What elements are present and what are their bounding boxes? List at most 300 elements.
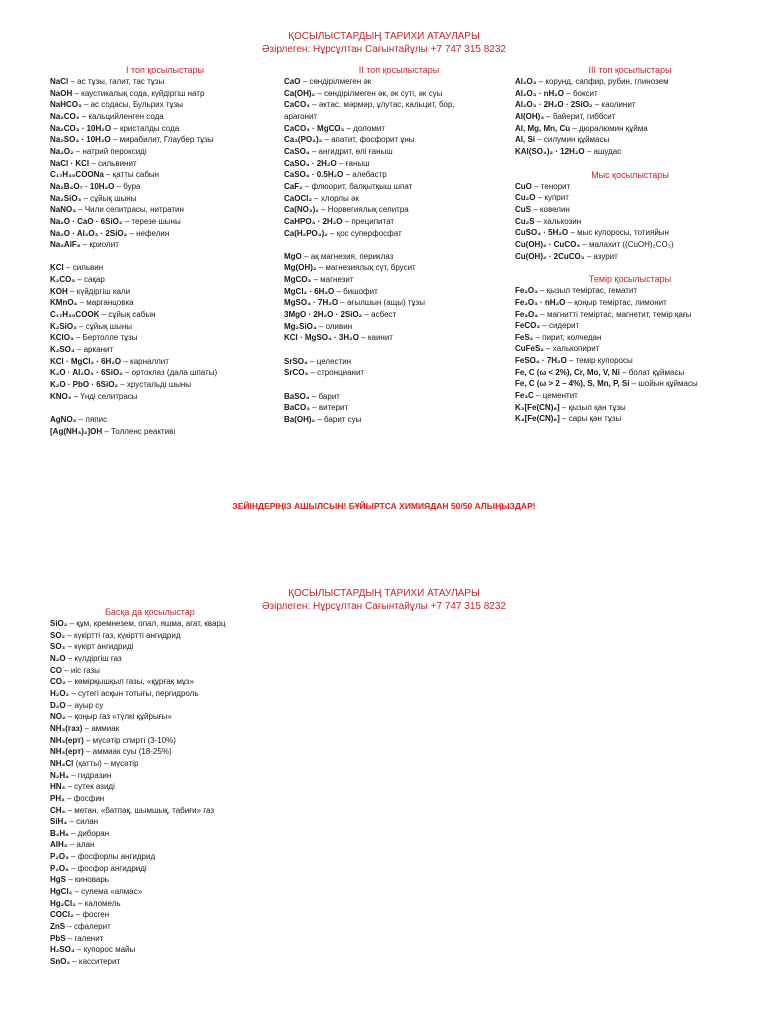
list-item [284, 262, 514, 274]
list-item [515, 343, 745, 355]
item-name: гидразин [77, 770, 112, 780]
formula: MgCO₃ [284, 275, 312, 285]
formula: SrSO₄ [284, 356, 308, 366]
item-name: бишофит [343, 286, 378, 296]
formula: NaNO₃ [50, 205, 76, 215]
separator: – [334, 286, 344, 296]
formula: NH₃(ерт) [50, 747, 84, 757]
list-item [515, 251, 745, 263]
list-item [515, 111, 745, 123]
formula: D₂O [50, 700, 66, 710]
formula: SO₃ [50, 642, 66, 652]
formula: BaSO₄ [284, 391, 310, 401]
item-name: қоңыр газ «түлкі құйрығы» [74, 712, 172, 722]
list-item [50, 874, 350, 886]
item-name: марганцовка [86, 298, 134, 308]
formula: Cu(OH)₂ · CuCO₃ [515, 239, 581, 249]
separator: – [65, 642, 75, 652]
formula: N₂H₄ [50, 770, 69, 780]
list-item [284, 414, 514, 426]
separator: – [75, 898, 85, 908]
separator: – [619, 367, 629, 377]
separator: – [570, 123, 580, 133]
compound-list [284, 76, 514, 426]
list-item [50, 204, 280, 216]
list-item [50, 356, 280, 368]
list-item [284, 169, 514, 181]
item-name: мыс купоросы, тотияйын [577, 228, 669, 238]
separator: – [316, 263, 326, 273]
item-name: силумин құймасы [543, 135, 610, 145]
item-name: халькозин [543, 216, 582, 226]
separator: – [103, 170, 113, 180]
list-item [284, 216, 514, 228]
item-name: флюорит, балқытқыш шпат [311, 181, 413, 191]
item-name: алан [76, 840, 95, 850]
page-title: ҚОСЫЛЫСТАРДЫҢ ТАРИХИ АТАУЛАРЫ [288, 31, 480, 42]
separator: – [62, 665, 71, 675]
separator: – [65, 677, 75, 687]
separator: – [301, 251, 311, 261]
item-name: сұйық шыны [85, 321, 132, 331]
formula: B₂H₆ [50, 828, 69, 838]
compound-list [515, 181, 745, 263]
list-item [50, 886, 350, 898]
item-name: қоңыр теміртас, лимонит [574, 297, 667, 307]
formula: CuSO₄ · 5H₂O [515, 228, 569, 238]
separator: – [316, 321, 326, 331]
item-name: қатты сабын [112, 170, 160, 180]
formula: ZnS [50, 922, 66, 932]
author-line: Әзірлеген: Нұрсұлтан Сағынтайұлы +7 747 315 8232 [262, 601, 506, 612]
list-item [515, 332, 745, 344]
separator: – [318, 205, 328, 215]
formula: NaOH [50, 88, 73, 98]
list-item [50, 746, 350, 758]
formula: H₂SO₄ [50, 945, 75, 955]
item-name: алебастр [352, 170, 387, 180]
formula: Cu₂O [515, 193, 536, 203]
formula: KNO₃ [50, 391, 72, 401]
item-name: сутегі асқын тотығы, пергидроль [78, 688, 199, 698]
list-item [284, 297, 514, 309]
formula: Al₂O₃ · nH₂O [515, 88, 565, 98]
separator: – [629, 379, 639, 389]
separator: – [559, 414, 569, 424]
list-item [284, 391, 514, 403]
list-item [50, 653, 350, 665]
separator: – [65, 653, 75, 663]
item-name: әктас, мәрмәр, ұлутас, кальцит, бор, [318, 100, 455, 110]
item-name: ауыр су [74, 700, 104, 710]
formula: CuS [515, 204, 531, 214]
item-name: сұйық шыны [90, 193, 137, 203]
formula: Cu₂S [515, 216, 535, 226]
separator: – [76, 415, 86, 424]
separator: – [68, 852, 78, 862]
list-item [50, 898, 350, 910]
list-item [50, 816, 350, 828]
item-name: Бертолле тұзы [82, 333, 138, 343]
item-name: ляпис [85, 415, 108, 424]
group-3-column [515, 65, 745, 425]
formula: NaCl · KCl [50, 158, 90, 168]
item-name: преципитат [351, 216, 394, 226]
separator: – [73, 146, 83, 156]
list-item [515, 123, 745, 135]
formula: CaCO₃ · MgCO₃ [284, 123, 345, 133]
list-item [50, 426, 280, 438]
separator: – [309, 403, 319, 413]
separator: – [544, 111, 553, 121]
list-item [50, 169, 280, 181]
separator: – [81, 193, 91, 203]
list-item [50, 123, 280, 135]
item-name: темір купоросы [575, 356, 633, 366]
separator: – [73, 910, 83, 920]
item-name: ортоклаз (дала шпаты) [131, 368, 218, 378]
formula: MgO [284, 251, 302, 261]
list-item [50, 933, 350, 945]
formula: HN₃ [50, 782, 66, 792]
formula: 3MgO · 2H₂O · 2SiO₂ [284, 310, 363, 320]
item-name: (қатты) – мүсәтір [75, 758, 139, 768]
separator: – [533, 391, 543, 401]
separator: – [74, 345, 84, 355]
list-item [284, 134, 514, 146]
list-item [50, 88, 280, 100]
item-name: бура [123, 181, 141, 191]
formula: H₂O₂ [50, 688, 70, 698]
separator: – [65, 782, 75, 792]
formula: Cu(OH)₂ · 2CuCO₃ [515, 251, 585, 261]
item-name: сақар [83, 275, 105, 285]
formula: SiH₄ [50, 817, 68, 827]
page-title: ҚОСЫЛЫСТАРДЫҢ ТАРИХИ АТАУЛАРЫ [288, 588, 480, 599]
list-item [284, 251, 514, 263]
spacer [284, 239, 514, 251]
formula: K₃[Fe(CN)₆] [515, 402, 560, 412]
separator: – [118, 380, 127, 390]
separator: – [76, 321, 86, 331]
formula: SiO₂ [50, 619, 68, 628]
formula: CaSO₄ · 0.5H₂O [284, 170, 344, 180]
separator: – [311, 275, 321, 285]
formula: Fe, C (ω < 2%), Cr, Mo, V, Ni [515, 367, 620, 377]
separator: – [70, 957, 79, 967]
item-name: аммиак [91, 723, 120, 733]
list-item [284, 193, 514, 205]
item-name: халькопирит [552, 344, 600, 354]
item-name: купорос майы [83, 945, 136, 955]
formula: Al, Mg, Mn, Cu [515, 123, 571, 133]
list-item [284, 332, 514, 344]
formula: Na₂SiO₃ [50, 193, 82, 203]
formula: Na₂O · Al₂O₃ · 2SiO₂ [50, 228, 128, 238]
separator: – [540, 321, 549, 331]
list-item [284, 111, 514, 123]
item-name: азурит [593, 251, 618, 261]
list-item [515, 192, 745, 204]
spacer [284, 379, 514, 391]
item-name: сильвин [72, 263, 104, 273]
formula: FeSO₄ · 7H₂O [515, 356, 567, 366]
item-name: магнезиялық сүт, брусит [325, 263, 416, 273]
list-item [50, 158, 280, 170]
item-name: кальцийленген сода [88, 111, 164, 121]
formula: AlH₃ [50, 840, 68, 850]
item-name: цементит [542, 391, 578, 401]
formula: Al, Si [515, 135, 536, 145]
separator: – [72, 887, 82, 897]
item-name: құм, кремнезем, опал, яшма, агат, кварц [76, 619, 226, 628]
list-item [50, 391, 280, 403]
formula: C₁₇H₃₅COOK [50, 310, 100, 320]
list-item [50, 76, 280, 88]
separator: – [75, 275, 84, 285]
list-item [284, 146, 514, 158]
separator: – [102, 426, 112, 436]
item-name: сфалерит [74, 922, 111, 932]
separator: – [534, 216, 544, 226]
item-name: шойын құймасы [638, 379, 698, 389]
list-item [284, 123, 514, 135]
separator: – [68, 77, 78, 86]
formula: Al₂O₃ · 2H₂O · 2SiO₂ [515, 100, 593, 110]
list-item [50, 239, 280, 251]
list-item [284, 99, 514, 111]
item-name: қызыл теміртас, гематит [546, 286, 638, 296]
item-name: Үнді селитрасы [80, 391, 138, 401]
separator: – [111, 123, 120, 133]
item-name: фосфин [73, 793, 105, 803]
item-name: стронцианит [317, 368, 365, 378]
list-item [50, 723, 350, 735]
separator: – [127, 228, 137, 238]
list-item [50, 909, 350, 921]
separator: – [537, 286, 547, 296]
item-name: күкіртті газ, күкіртті ангидрид [74, 630, 181, 640]
list-item [50, 921, 350, 933]
item-name: куприт [544, 193, 569, 203]
item-name: сөндірілмеген әк, әк суті, әк суы [324, 88, 443, 98]
formula: Fe₃C [515, 391, 534, 401]
separator: – [77, 298, 87, 308]
list-item [50, 781, 350, 793]
formula: PbS [50, 933, 66, 943]
item-name: силан [76, 817, 99, 827]
list-item [284, 158, 514, 170]
separator: – [531, 204, 540, 214]
banner: ЗЕЙІНДЕРІҢІЗ АШЫЛСЫН! БҰЙЫРТСА ХИМИЯДАН 50/50 АЛЫҢЫЗДАР! [232, 501, 536, 511]
list-item [50, 944, 350, 956]
formula: CaHPO₄ · 2H₂O [284, 216, 343, 226]
formula: KClO₃ [50, 333, 74, 343]
separator: – [559, 402, 569, 412]
separator: – [531, 181, 541, 191]
separator: – [82, 723, 92, 733]
list-item [515, 297, 745, 309]
item-name: киноварь [74, 875, 109, 885]
formula: Na₂B₄O₇ · 10H₂O [50, 181, 115, 191]
list-item [284, 309, 514, 321]
list-item [50, 630, 350, 642]
group-title: Темір қосылыстары [588, 274, 672, 285]
item-name: фосфорлы ангидрид [77, 852, 156, 862]
list-item [515, 413, 745, 425]
item-name: криолит [89, 240, 119, 250]
formula: MgSO₄ · 7H₂O [284, 298, 339, 308]
item-name: барит [318, 391, 340, 401]
item-name: иіс газы [70, 665, 100, 675]
formula: FeS₂ [515, 332, 534, 342]
list-item [284, 76, 514, 88]
list-item [50, 828, 350, 840]
item-name: карналлит [130, 356, 169, 366]
separator: – [312, 193, 321, 203]
list-item [50, 641, 350, 653]
list-item [284, 321, 514, 333]
list-item [50, 111, 280, 123]
item-name: аммиак суы (18-25%) [92, 747, 172, 757]
item-name: терезе шыны [131, 216, 181, 226]
formula: CO [50, 665, 62, 675]
item-name: барит суы [324, 414, 362, 424]
separator: – [343, 170, 353, 180]
item-name: апатит, фосфорит ұны [331, 135, 415, 145]
item-name: күйдіргіш кали [76, 286, 131, 296]
group-other-column [50, 607, 350, 968]
separator: – [338, 298, 347, 308]
formula: KCl · MgSO₄ · 3H₂O [284, 333, 359, 343]
formula: COCl₂ [50, 910, 74, 920]
formula: KCl [50, 263, 64, 273]
item-name: ақ магнезия, периклаз [310, 251, 394, 261]
list-item [50, 665, 350, 677]
separator: – [122, 368, 132, 378]
item-name: пирит, колчедан [542, 332, 602, 342]
list-item [284, 367, 514, 379]
formula: Ca(NO₃)₂ [284, 205, 319, 215]
list-item [515, 378, 745, 390]
separator: – [110, 135, 120, 145]
separator: – [580, 239, 589, 249]
formula: SrCO₃ [284, 368, 309, 378]
formula: Al₂O₃ [515, 77, 537, 86]
separator: – [83, 747, 93, 757]
list-item [515, 204, 745, 216]
item-name: көмірқышқыл газы, «құрғақ мұз» [74, 677, 195, 687]
list-item [50, 851, 350, 863]
list-item [50, 286, 280, 298]
formula: Na₂O₂ [50, 146, 74, 156]
separator: – [308, 368, 318, 378]
item-name: нефелин [136, 228, 170, 238]
item-name: корунд, сапфир, рубин, глинозем [545, 77, 669, 86]
separator: – [309, 391, 319, 401]
separator: – [309, 100, 319, 110]
list-item [284, 204, 514, 216]
separator: – [64, 793, 74, 803]
item-name: сөндірілмеген әк [309, 77, 372, 86]
formula: CuO [515, 181, 532, 191]
formula: Ba(OH)₂ [284, 414, 316, 424]
list-item [515, 285, 745, 297]
item-name: мирабилит, Глаубер тұзы [119, 135, 214, 145]
list-item [515, 309, 745, 321]
list-item [284, 181, 514, 193]
list-item [50, 770, 350, 782]
formula: C₁₇H₃₅COONa [50, 170, 104, 180]
author-line: Әзірлеген: Нұрсұлтан Сағынтайұлы +7 747 315 8232 [262, 44, 506, 55]
list-item [50, 228, 280, 240]
item-name: хрустальді шыны [126, 380, 192, 390]
separator: – [68, 770, 78, 780]
list-item [50, 839, 350, 851]
list-item [515, 239, 745, 251]
list-item [50, 676, 350, 688]
list-item [50, 863, 350, 875]
item-name: доломит [353, 123, 385, 133]
item-name: сұйық сабын [108, 310, 156, 320]
item-name: күкірт ангидриді [74, 642, 134, 652]
separator: – [344, 123, 354, 133]
separator: – [358, 333, 368, 343]
item-name: дюралюмин құйма [579, 123, 648, 133]
formula: CO₂ [50, 677, 66, 687]
compound-list [515, 285, 745, 425]
list-item [515, 216, 745, 228]
list-item [284, 88, 514, 100]
formula: Ca(OH)₂ [284, 88, 316, 98]
formula: K₄[Fe(CN)₆] [515, 414, 560, 424]
separator: – [114, 181, 124, 191]
list-item [50, 414, 280, 426]
formula: BaCO₃ [284, 403, 310, 413]
group-title: Басқа да қосылыстар [105, 607, 195, 617]
list-item [515, 367, 745, 379]
list-item [50, 134, 280, 146]
list-item [50, 332, 280, 344]
compound-list [50, 618, 350, 968]
item-name: мүсәтір спирті (3-10%) [92, 735, 176, 745]
separator: – [65, 712, 75, 722]
formula: Fe₂O₃ · nH₂O [515, 297, 566, 307]
list-item [284, 356, 514, 368]
separator: – [302, 181, 312, 191]
formula: KCl · MgCl₂ · 6H₂O [50, 356, 122, 366]
item-name: арагонит [284, 111, 318, 121]
item-name: боксит [572, 88, 598, 98]
list-item [515, 320, 745, 332]
formula: CaSO₄ [284, 146, 310, 156]
item-name: хлорлы әк [320, 193, 359, 203]
separator: – [67, 286, 77, 296]
compound-list [50, 76, 280, 437]
group-title: I топ қосылыстары [125, 65, 205, 75]
separator: – [336, 158, 346, 168]
formula: P₂O₅ [50, 863, 69, 873]
formula: K₂O · Al₂O₃ · 6SiO₂ [50, 368, 123, 378]
list-item [50, 193, 280, 205]
group-1-column [50, 65, 280, 437]
separator: – [81, 100, 91, 110]
list-item [284, 228, 514, 240]
list-item [50, 321, 280, 333]
list-item [50, 688, 350, 700]
item-name: сутек азиді [74, 782, 115, 792]
item-name: каустикалық сода, күйдіргіш натр [81, 88, 205, 98]
